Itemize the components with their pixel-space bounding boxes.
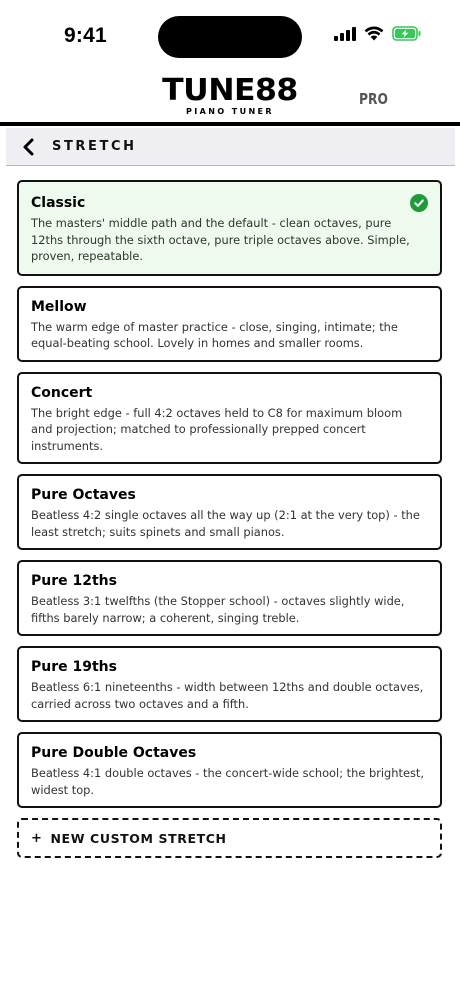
plus-icon: + <box>31 830 43 846</box>
sub-nav-bar <box>6 128 455 166</box>
stretch-option-description: Beatless 4:2 single octaves all the way up (2:1 at the very top) - the least stretch; suits spinets and small pianos. <box>31 508 420 539</box>
battery-charging-icon <box>392 26 422 41</box>
logo-subtitle: PIANO TUNER <box>186 107 274 116</box>
status-time: 9:41 <box>64 24 107 47</box>
dynamic-island <box>158 16 302 58</box>
stretch-option-title: Concert <box>31 384 93 401</box>
cellular-signal-icon <box>334 27 356 41</box>
stretch-option-classic[interactable] <box>17 180 442 276</box>
stretch-option-description: Beatless 3:1 twelfths (the Stopper school) - octaves slightly wide, fifths barely narrow; a coherent, singing treble. <box>31 594 405 625</box>
stretch-option-description: The bright edge - full 4:2 octaves held to C8 for maximum bloom and projection; matched to professionally prepped concert instruments. <box>31 405 403 453</box>
logo-wordmark: TUNE88 <box>162 73 298 108</box>
stretch-option-pure-19ths[interactable] <box>17 646 442 722</box>
stretch-option-title: Pure Octaves <box>31 487 136 503</box>
app-logo <box>162 73 298 116</box>
stretch-option-title: Mellow <box>31 298 87 315</box>
stretch-list <box>17 180 442 858</box>
stretch-option-description: Beatless 4:1 double octaves - the concert-wide school; the brightest, widest top. <box>31 766 424 797</box>
status-icons <box>334 26 422 41</box>
stretch-option-description: The warm edge of master practice - close, singing, intimate; the equal-beating school. Lovely in homes and smaller rooms. <box>31 319 398 350</box>
stretch-option-title: Classic <box>31 195 86 211</box>
stretch-option-description: The masters' middle path and the default - clean octaves, pure 12ths through the sixth octave, pure triple octaves above. Simple, proven, repeatable. <box>31 216 410 263</box>
stretch-option-mellow[interactable] <box>17 286 442 362</box>
stretch-option-pure-12ths[interactable] <box>17 560 442 636</box>
selected-check-icon <box>410 194 428 212</box>
back-button[interactable] <box>8 128 48 165</box>
chevron-left-icon <box>21 138 35 156</box>
stretch-option-title: Pure 19ths <box>31 659 117 675</box>
stretch-option-concert[interactable] <box>17 372 442 465</box>
stretch-option-title: Pure Double Octaves <box>31 745 197 761</box>
wifi-icon <box>364 26 384 41</box>
status-bar <box>0 0 460 74</box>
app-header <box>0 74 460 126</box>
pro-badge[interactable]: PRO <box>359 90 388 108</box>
stretch-option-description: Beatless 6:1 nineteenths - width between 12ths and double octaves, carried across two octaves and a fifth. <box>31 680 424 711</box>
stretch-option-pure-octaves[interactable] <box>17 474 442 550</box>
page-title: STRETCH <box>52 139 137 154</box>
new-custom-stretch-button[interactable] <box>17 818 442 858</box>
stretch-option-pure-double-octaves[interactable] <box>17 732 442 808</box>
new-custom-stretch-label: NEW CUSTOM STRETCH <box>50 830 227 846</box>
stretch-option-title: Pure 12ths <box>31 573 117 589</box>
